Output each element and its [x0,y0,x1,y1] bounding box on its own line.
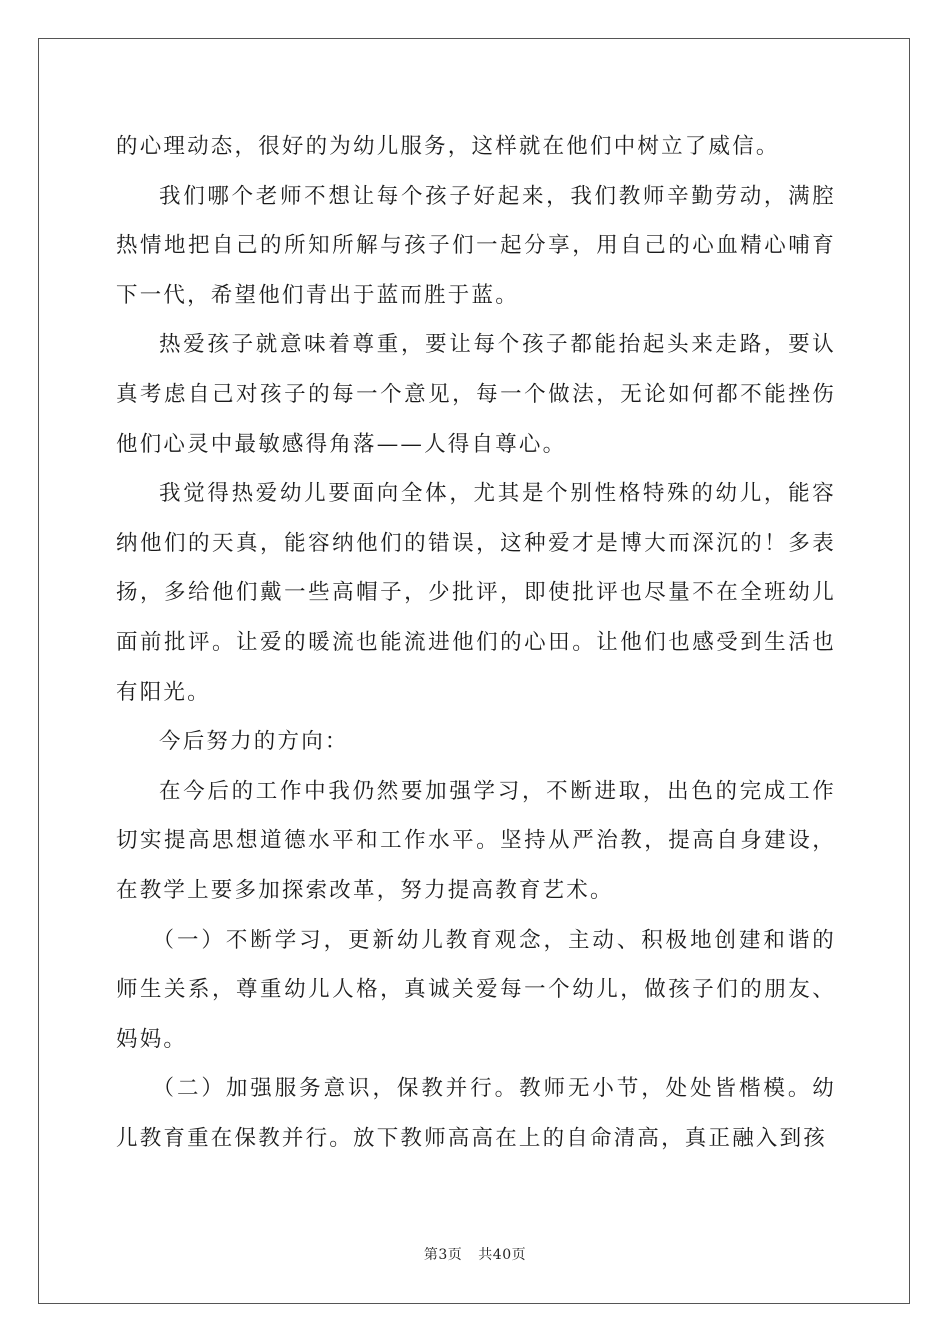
paragraph-1: 的心理动态，很好的为幼儿服务，这样就在他们中树立了威信。 [116,134,780,159]
list-item-1: （一）不断学习，更新幼儿教育观念，主动、积极地创建和谐的师生关系，尊重幼儿人格，真诚关爱每一个幼儿，做孩子们的朋友、妈妈。 [116,927,836,1052]
section-heading: 今后努力的方向： [159,729,349,755]
paragraph-3: 热爱孩子就意味着尊重，要让每个孩子都能抬起头来走路，要认真考虑自己对孩子的每一个意见，每一个做法，无论如何都不能挫伤他们心灵中最敏感得角落——人得自尊心。 [116,332,836,457]
list-item-2: （二）加强服务意识，保教并行。教师无小节，处处皆楷模。幼儿教育重在保教并行。放下教师高高在上的自命清高，真正融入到孩 [116,1076,836,1151]
page-total: 共40页 [478,1247,527,1263]
paragraph-2: 我们哪个老师不想让每个孩子好起来，我们教师辛勤劳动，满腔热情地把自己的所知所解与孩子们一起分享，用自己的心血精心哺育下一代，希望他们青出于蓝而胜于蓝。 [116,183,836,308]
page-number: 第3页 [423,1247,463,1263]
page-footer [0,1244,950,1264]
paragraph-4: 我觉得热爱幼儿要面向全体，尤其是个别性格特殊的幼儿，能容纳他们的天真，能容纳他们的错误，这种爱才是博大而深沉的！多表扬，多给他们戴一些高帽子，少批评，即使批评也尽量不在全班幼儿面前批评。让爱的暖流也能流进他们的心田。让他们也感受到生活也有阳光。 [116,481,836,705]
paragraph-5: 在今后的工作中我仍然要加强学习，不断进取，出色的完成工作切实提高思想道德水平和工作水平。坚持从严治教，提高自身建设，在教学上要多加探索改革，努力提高教育艺术。 [116,778,836,903]
document-body [116,122,836,1163]
